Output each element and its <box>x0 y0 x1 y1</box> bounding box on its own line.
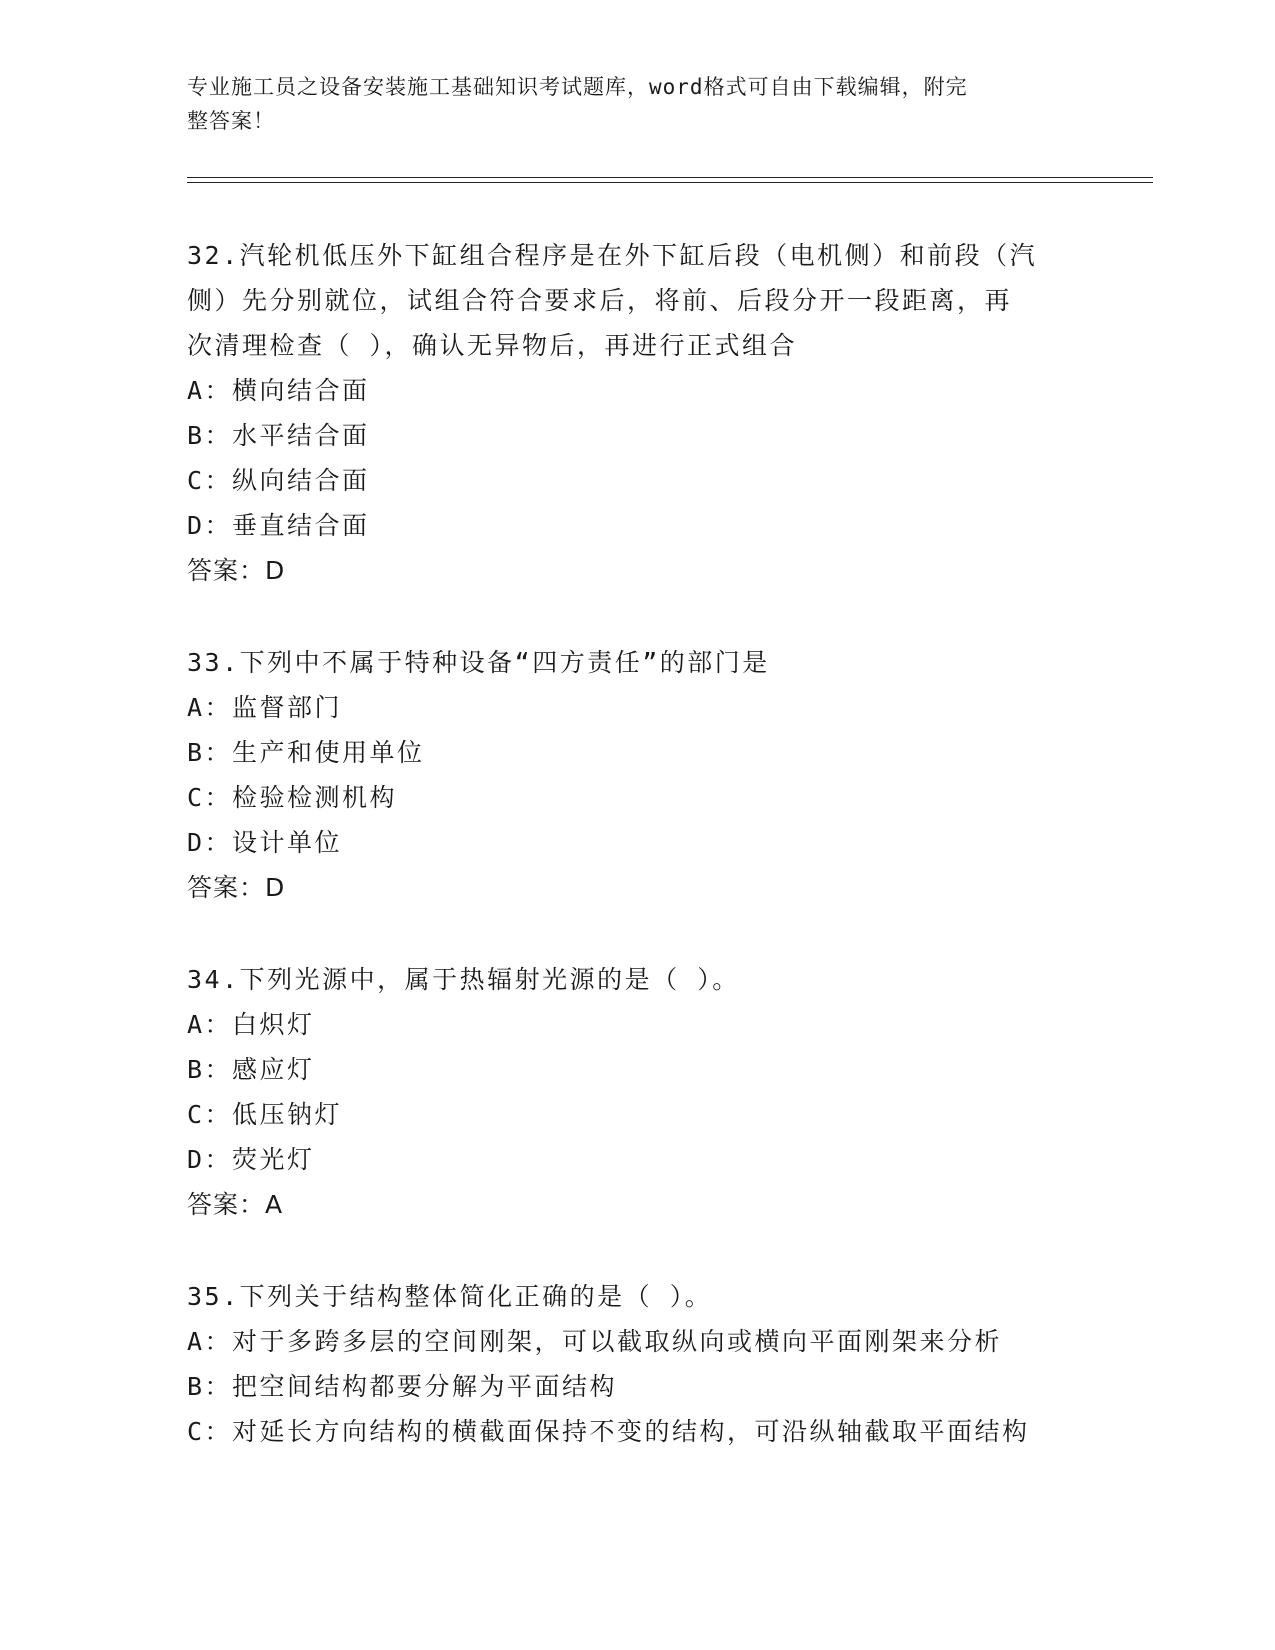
question-list <box>187 233 1087 1501</box>
stem-line: 32.汽轮机低压外下缸组合程序是在外下缸后段（电机侧）和前段（汽 <box>187 241 1038 270</box>
option-a: A：白炽灯 <box>187 1010 315 1039</box>
question-stem <box>187 957 1087 1002</box>
option-b: B：感应灯 <box>187 1055 315 1084</box>
answer: 答案：D <box>187 873 286 902</box>
option-c: C：检验检测机构 <box>187 783 398 812</box>
question-32 <box>187 233 1087 593</box>
stem-line: 33.下列中不属于特种设备“四方责任”的部门是 <box>187 648 770 677</box>
question-stem <box>187 233 1087 368</box>
question-33 <box>187 640 1087 910</box>
stem-line: 次清理检查（ ），确认无异物后，再进行正式组合 <box>187 331 798 360</box>
question-35 <box>187 1274 1087 1454</box>
option-b: B：把空间结构都要分解为平面结构 <box>187 1372 618 1401</box>
option-a: A：横向结合面 <box>187 376 370 405</box>
answer: 答案：D <box>187 556 286 585</box>
option-a: A：对于多跨多层的空间刚架，可以截取纵向或横向平面刚架来分析 <box>187 1327 1003 1356</box>
answer: 答案：A <box>187 1190 284 1219</box>
stem-line: 34.下列光源中，属于热辐射光源的是（ ）。 <box>187 965 740 994</box>
header-line: 专业施工员之设备安装施工基础知识考试题库，word格式可自由下载编辑，附完 <box>187 75 968 99</box>
option-d: D：垂直结合面 <box>187 511 370 540</box>
header-line: 整答案！ <box>187 109 275 133</box>
option-b: B：生产和使用单位 <box>187 738 425 767</box>
document-header <box>187 70 1067 138</box>
header-divider <box>187 177 1153 178</box>
question-stem <box>187 640 1087 685</box>
question-stem <box>187 1274 1087 1319</box>
option-c: C：低压钠灯 <box>187 1100 343 1129</box>
header-divider <box>187 182 1153 183</box>
option-d: D：设计单位 <box>187 828 343 857</box>
question-34 <box>187 957 1087 1227</box>
stem-line: 35.下列关于结构整体简化正确的是（ ）。 <box>187 1282 713 1311</box>
stem-line: 侧）先分别就位，试组合符合要求后，将前、后段分开一段距离，再 <box>187 286 1013 315</box>
option-c: C：对延长方向结构的横截面保持不变的结构，可沿纵轴截取平面结构 <box>187 1417 1030 1446</box>
option-b: B：水平结合面 <box>187 421 370 450</box>
option-d: D：荧光灯 <box>187 1145 315 1174</box>
option-c: C：纵向结合面 <box>187 466 370 495</box>
option-a: A：监督部门 <box>187 693 343 722</box>
